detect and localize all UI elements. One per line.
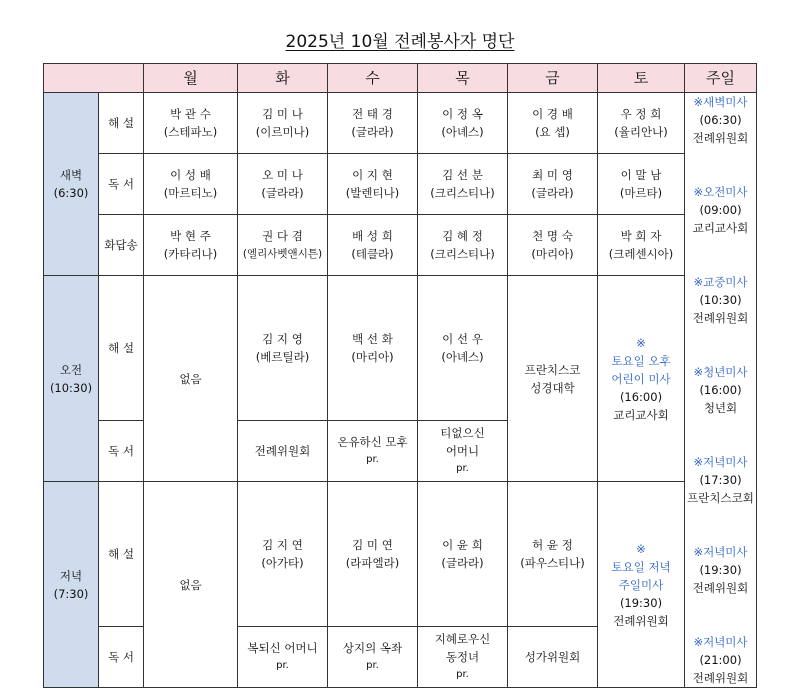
role-label: 화답송 (99, 215, 144, 276)
morning-commentary-row (44, 276, 757, 421)
header-corner (44, 64, 144, 93)
roster-cell-group: 프란치스코 성경대학 (508, 276, 598, 482)
day-header: 주일 (685, 64, 757, 93)
roster-cell: 이 정 옥 (아녜스) (418, 93, 508, 154)
roster-cell: 박 관 수 (스테파노) (144, 93, 238, 154)
roster-cell: 전 태 경 (글라라) (328, 93, 418, 154)
roster-cell: 천 명 숙 (마리아) (508, 215, 598, 276)
day-header: 토 (598, 64, 685, 93)
roster-table (43, 63, 757, 688)
roster-cell: 이 선 우 (아녜스) (418, 276, 508, 421)
day-header: 목 (418, 64, 508, 93)
roster-cell: 이 경 배 (요 셉) (508, 93, 598, 154)
roster-cell: 성가위원회 (508, 627, 598, 688)
roster-cell: 이 말 남 (마르타) (598, 154, 685, 215)
dawn-reading-row (44, 154, 757, 215)
role-label: 독 서 (99, 154, 144, 215)
sunday-mass: ※교중미사 (10:30) 전례위원회 (692, 275, 749, 325)
roster-cell: 상지의 옥좌 pr. (328, 627, 418, 688)
day-header: 수 (328, 64, 418, 93)
page-title: 2025년 10월 전례봉사자 명단 (285, 32, 515, 52)
role-label: 해 설 (99, 93, 144, 154)
evening-commentary-row (44, 482, 757, 627)
roster-cell-none: 없음 (144, 482, 238, 688)
roster-cell: 김 미 나 (이르미나) (238, 93, 328, 154)
roster-cell: 지혜로우신 동정녀 pr. (418, 627, 508, 688)
roster-cell: 오 미 나 (글라라) (238, 154, 328, 215)
slot-morning: 오전 (10:30) (44, 276, 99, 482)
dawn-response-row (44, 215, 757, 276)
slot-dawn: 새벽 (6:30) (44, 93, 99, 276)
roster-cell: 박 현 주 (카타리나) (144, 215, 238, 276)
roster-cell: 김 지 영 (베르틸라) (238, 276, 328, 421)
role-label: 해 설 (99, 276, 144, 421)
roster-cell: 허 윤 정 (파우스티나) (508, 482, 598, 627)
day-header: 월 (144, 64, 238, 93)
roster-cell: 최 미 영 (글라라) (508, 154, 598, 215)
roster-cell: 김 지 연 (아가타) (238, 482, 328, 627)
roster-cell: 이 지 현 (발렌티나) (328, 154, 418, 215)
roster-cell: 복되신 어머니 pr. (238, 627, 328, 688)
roster-cell: 티없으신 어머니 pr. (418, 421, 508, 482)
sunday-mass: ※청년미사 (16:00) 청년회 (693, 365, 748, 415)
day-header: 금 (508, 64, 598, 93)
sunday-mass: ※새벽미사 (06:30) 전례위원회 (692, 95, 749, 145)
roster-cell: 김 미 연 (라파엘라) (328, 482, 418, 627)
roster-cell: 김 선 분 (크리스티나) (418, 154, 508, 215)
roster-cell: 배 성 희 (테클라) (328, 215, 418, 276)
role-label: 독 서 (99, 421, 144, 482)
day-header-row (44, 64, 757, 93)
day-header: 화 (238, 64, 328, 93)
sunday-mass-column (685, 93, 757, 688)
role-label: 독 서 (99, 627, 144, 688)
roster-cell: 김 혜 정 (크리스티나) (418, 215, 508, 276)
roster-cell-none: 없음 (144, 276, 238, 482)
roster-cell: 권 다 겸 (엘리사벳앤시튼) (238, 215, 328, 276)
slot-evening: 저녁 (7:30) (44, 482, 99, 688)
saturday-note: ※ 토요일 오후 어린이 미사 (16:00) 교리교사회 (598, 276, 685, 482)
roster-cell: 온유하신 모후 pr. (328, 421, 418, 482)
saturday-note: ※ 토요일 저녁 주일미사 (19:30) 전례위원회 (598, 482, 685, 688)
roster-cell: 전례위원회 (238, 421, 328, 482)
dawn-commentary-row (44, 93, 757, 154)
roster-cell: 백 선 화 (마리아) (328, 276, 418, 421)
sunday-mass: ※저녁미사 (21:00) 전례위원회 (692, 635, 749, 685)
roster-cell: 이 윤 희 (글라라) (418, 482, 508, 627)
sunday-mass: ※저녁미사 (19:30) 전례위원회 (692, 545, 749, 595)
role-label: 해 설 (99, 482, 144, 627)
roster-cell: 박 희 자 (크레센시아) (598, 215, 685, 276)
roster-cell: 우 정 희 (율리안나) (598, 93, 685, 154)
sunday-mass: ※오전미사 (09:00) 교리교사회 (692, 185, 749, 235)
sunday-mass: ※저녁미사 (17:30) 프란치스코회 (687, 455, 754, 505)
roster-cell: 이 성 배 (마르티노) (144, 154, 238, 215)
